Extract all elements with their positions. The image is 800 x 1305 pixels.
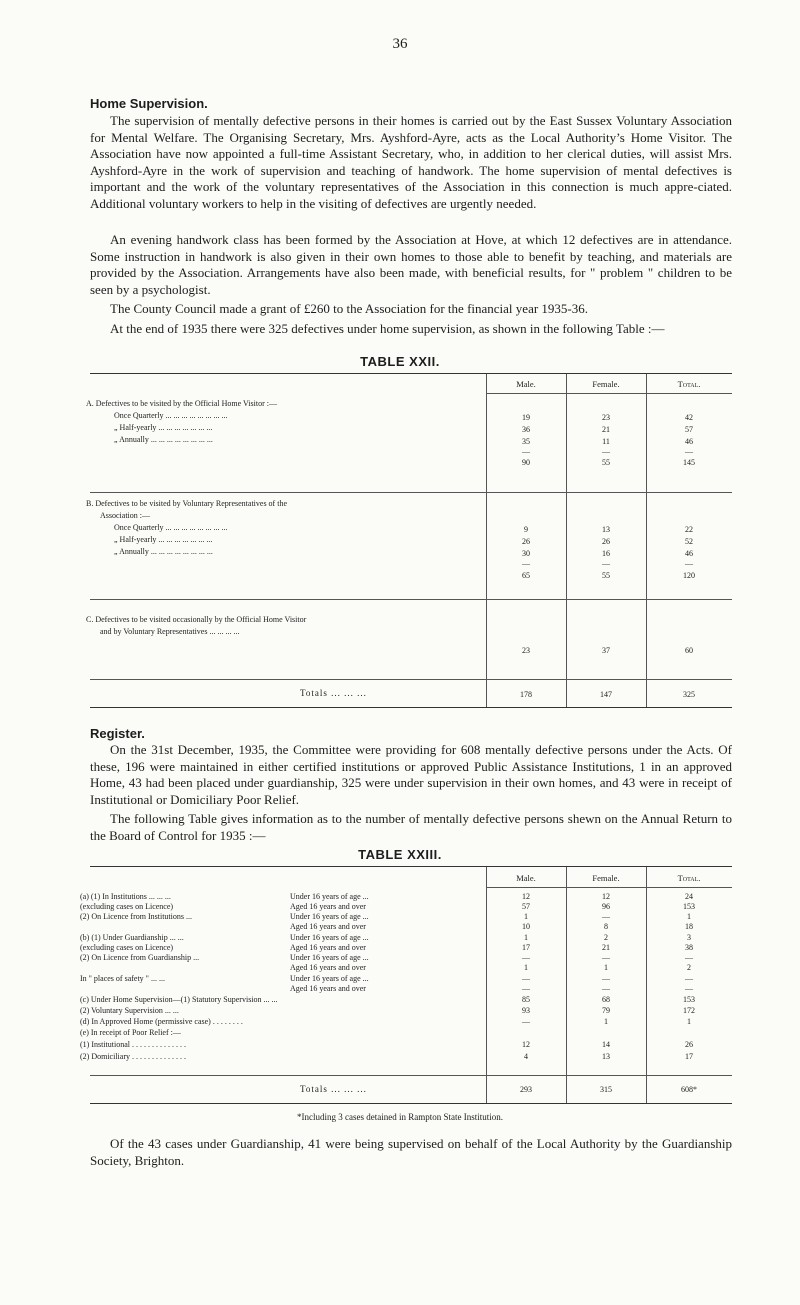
cell-total: — (685, 984, 693, 993)
cell-total: 57 (685, 425, 693, 434)
cell-male: 1 (524, 912, 528, 921)
cell-female: — (602, 953, 610, 962)
row-condition: Aged 16 years and over (290, 963, 366, 972)
cell-male: 12 (522, 892, 530, 901)
cell-male: 57 (522, 902, 530, 911)
section-b-label-cont: Association :— (100, 511, 150, 520)
total-male: 178 (520, 690, 532, 699)
table-23-title: TABLE XXIII. (358, 847, 442, 862)
cell-total: 153 (683, 902, 695, 911)
cell-male: — (522, 953, 530, 962)
row-condition: Under 16 years of age ... (290, 953, 369, 962)
cell-male: 1 (524, 963, 528, 972)
cell-total: 2 (687, 963, 691, 972)
header-male: Male. (516, 873, 536, 883)
home-supervision-heading: Home Supervision. (90, 96, 208, 111)
register-heading: Register. (90, 726, 145, 741)
section-a-label: A. Defectives to be visited by the Official Home Visitor :— (86, 399, 277, 408)
section-a-row-label: „ Annually ... ... ... ... ... ... ... ... (114, 435, 213, 444)
cell-male: — (522, 984, 530, 993)
header-total: Total. (677, 873, 701, 883)
cell-total: 46 (685, 549, 693, 558)
row-condition: Aged 16 years and over (290, 984, 366, 993)
cell-male: 36 (522, 425, 530, 434)
row-condition: Under 16 years of age ... (290, 933, 369, 942)
cell-male: 9 (524, 525, 528, 534)
subtotal-total: 120 (683, 571, 695, 580)
row-condition: Under 16 years of age ... (290, 892, 369, 901)
cell-male: 85 (522, 995, 530, 1004)
row-label: (b) (1) Under Guardianship ... ... (80, 933, 184, 942)
row-label: (excluding cases on Licence) (80, 902, 174, 911)
cell-female: — (602, 912, 610, 921)
cell-male: 23 (522, 646, 530, 655)
cell-total: 172 (683, 1006, 695, 1015)
cell-female: 1 (604, 963, 608, 972)
row-label: (excluding cases on Licence) (80, 943, 174, 952)
cell-male: 19 (522, 413, 530, 422)
cell-total: 3 (687, 933, 691, 942)
row-label: In " places of safety " ... ... (80, 974, 165, 983)
row-rule (90, 599, 732, 600)
cell-female: 21 (602, 425, 610, 434)
cell-total: 46 (685, 437, 693, 446)
cell-male: 12 (522, 1040, 530, 1049)
total-total: 325 (683, 690, 695, 699)
cell-male: 17 (522, 943, 530, 952)
cell-male: 93 (522, 1006, 530, 1015)
cell-female: 79 (602, 1006, 610, 1015)
section-b-row-label: Once Quarterly ... ... ... ... ... ... ... ... (114, 523, 228, 532)
register-paragraph-1: On the 31st December, 1935, the Committee were providing for 608 mentally defective persons under the Acts. Of these, 196 were maintained in either certified institutions or approved Public Assistance Institutions, 1 in an approved Home, 43 had been placed under guardianship, 325 were under supervision in their own homes, and 43 were in receipt of Institutional or Domiciliary Poor Relief. (90, 742, 732, 807)
section-b-label: B. Defectives to be visited by Voluntary Representatives of the (86, 499, 287, 508)
subtotal-rule: — (522, 447, 530, 456)
total-female: 147 (600, 690, 612, 699)
page-number: 36 (392, 36, 408, 52)
cell-female: 13 (602, 1052, 610, 1061)
cell-female: 14 (602, 1040, 610, 1049)
total-female: 315 (600, 1085, 612, 1094)
home-supervision-paragraph-4: At the end of 1935 there were 325 defectives under home supervision, as shown in the following Table :— (110, 321, 665, 336)
subtotal-rule: — (685, 447, 693, 456)
closing-paragraph: Of the 43 cases under Guardianship, 41 were being supervised on behalf of the Local Authority by the Guardianship Society, Brighton. (90, 1136, 732, 1168)
cell-total: 26 (685, 1040, 693, 1049)
row-label: (2) On Licence from Guardianship ... (80, 953, 200, 962)
row-rule (90, 1075, 732, 1076)
total-male: 293 (520, 1085, 532, 1094)
column-divider (646, 374, 647, 707)
cell-total: 52 (685, 537, 693, 546)
row-label: (d) In Approved Home (permissive case) . . . . . . . . (80, 1017, 243, 1026)
cell-male: — (522, 974, 530, 983)
cell-female: 68 (602, 995, 610, 1004)
cell-total: — (685, 974, 693, 983)
cell-male: 30 (522, 549, 530, 558)
section-c-label-cont: and by Voluntary Representatives ... ... ... ... (100, 627, 240, 636)
cell-male: 35 (522, 437, 530, 446)
cell-female: 13 (602, 525, 610, 534)
column-divider (566, 374, 567, 707)
cell-total: 18 (685, 922, 693, 931)
row-rule (90, 492, 732, 493)
cell-total: 60 (685, 646, 693, 655)
row-label: (e) In receipt of Poor Relief :— (80, 1028, 181, 1037)
totals-label: Totals ... ... ... (300, 688, 367, 698)
row-condition: Under 16 years of age ... (290, 974, 369, 983)
table-22 (86, 373, 732, 708)
header-rule (486, 393, 732, 394)
cell-female: 2 (604, 933, 608, 942)
subtotal-male: 90 (522, 458, 530, 467)
row-label: (2) Voluntary Supervision ... ... (80, 1006, 179, 1015)
cell-total: — (685, 953, 693, 962)
cell-female: 96 (602, 902, 610, 911)
row-label: (1) Institutional . . . . . . . . . . . . . . (80, 1040, 186, 1049)
cell-female: 1 (604, 1017, 608, 1026)
cell-male: 1 (524, 933, 528, 942)
header-male: Male. (516, 379, 536, 389)
subtotal-total: 145 (683, 458, 695, 467)
cell-male: — (522, 1017, 530, 1026)
cell-total: 17 (685, 1052, 693, 1061)
row-label: (2) Domiciliary . . . . . . . . . . . . . . (80, 1052, 186, 1061)
total-total: 608* (681, 1085, 697, 1094)
table-22-title: TABLE XXII. (360, 354, 440, 369)
table-23-footnote: *Including 3 cases detained in Rampton State Institution. (297, 1112, 503, 1122)
cell-total: 24 (685, 892, 693, 901)
subtotal-male: 65 (522, 571, 530, 580)
row-label: (a) (1) In Institutions ... ... ... (80, 892, 171, 901)
subtotal-female: 55 (602, 571, 610, 580)
header-total: Total. (677, 379, 701, 389)
home-supervision-paragraph-1: The supervision of mentally defective persons in their homes is carried out by the East Sussex Voluntary Association for Mental Welfare. The Organising Secretary, Mrs. Ayshford-Ayre, acts as the Local Authority’s Home Visitor. The Association have now appointed a full-time Assistant Secretary, who, in addition to her clerical duties, will assist Mrs. Ayshford-Ayre in the work of supervision and teaching of handwork. The home supervision of mental defectives is important and the work of the voluntary representatives of the Association in this connection is much appre-ciated. Additional voluntary workers to help in the visiting of defectives are urgently needed. (90, 113, 732, 211)
cell-total: 1 (687, 1017, 691, 1026)
home-supervision-paragraph-3: The County Council made a grant of £260 to the Association for the financial year 1935-36. (110, 301, 588, 316)
cell-male: 26 (522, 537, 530, 546)
row-rule (90, 679, 732, 680)
cell-total: 22 (685, 525, 693, 534)
section-b-row-label: „ Annually ... ... ... ... ... ... ... ... (114, 547, 213, 556)
row-condition: Aged 16 years and over (290, 902, 366, 911)
section-a-row-label: Once Quarterly ... ... ... ... ... ... ... ... (114, 411, 228, 420)
table-23 (80, 866, 732, 1104)
column-divider (486, 374, 487, 707)
row-label: (2) On Licence from Institutions ... (80, 912, 192, 921)
cell-male: 4 (524, 1052, 528, 1061)
subtotal-rule: — (602, 559, 610, 568)
row-condition: Aged 16 years and over (290, 922, 366, 931)
cell-female: 16 (602, 549, 610, 558)
header-female: Female. (592, 379, 620, 389)
column-divider (566, 867, 567, 1103)
subtotal-female: 55 (602, 458, 610, 467)
cell-female: 11 (602, 437, 610, 446)
row-label: (c) Under Home Supervision—(1) Statutory Supervision ... ... (80, 995, 278, 1004)
row-condition: Under 16 years of age ... (290, 912, 369, 921)
cell-female: 21 (602, 943, 610, 952)
section-c-label: C. Defectives to be visited occasionally by the Official Home Visitor (86, 615, 307, 624)
subtotal-rule: — (685, 559, 693, 568)
register-paragraph-2: The following Table gives information as to the number of mentally defective persons shewn on the Annual Return to the Board of Control for 1935 :— (90, 811, 732, 843)
cell-female: 23 (602, 413, 610, 422)
section-b-row-label: „ Half-yearly ... ... ... ... ... ... ... (114, 535, 213, 544)
row-condition: Aged 16 years and over (290, 943, 366, 952)
cell-total: 38 (685, 943, 693, 952)
home-supervision-paragraph-2: An evening handwork class has been formed by the Association at Hove, at which 12 defectives are in attendance. Some instruction in handwork is also given in their own homes to those able to benefit by teaching, and materials are provided by the Association. Arrangements have also been made, with beneficial results, for " problem " children to be seen by a psychologist. (90, 232, 732, 297)
cell-total: 1 (687, 912, 691, 921)
cell-female: 37 (602, 646, 610, 655)
column-divider (646, 867, 647, 1103)
cell-female: — (602, 984, 610, 993)
cell-female: — (602, 974, 610, 983)
header-female: Female. (592, 873, 620, 883)
subtotal-rule: — (522, 559, 530, 568)
section-a-row-label: „ Half-yearly ... ... ... ... ... ... ... (114, 423, 213, 432)
cell-total: 42 (685, 413, 693, 422)
cell-male: 10 (522, 922, 530, 931)
cell-total: 153 (683, 995, 695, 1004)
subtotal-rule: — (602, 447, 610, 456)
cell-female: 8 (604, 922, 608, 931)
cell-female: 12 (602, 892, 610, 901)
totals-label: Totals ... ... ... (300, 1084, 367, 1094)
cell-female: 26 (602, 537, 610, 546)
column-divider (486, 867, 487, 1103)
header-rule (486, 887, 732, 888)
